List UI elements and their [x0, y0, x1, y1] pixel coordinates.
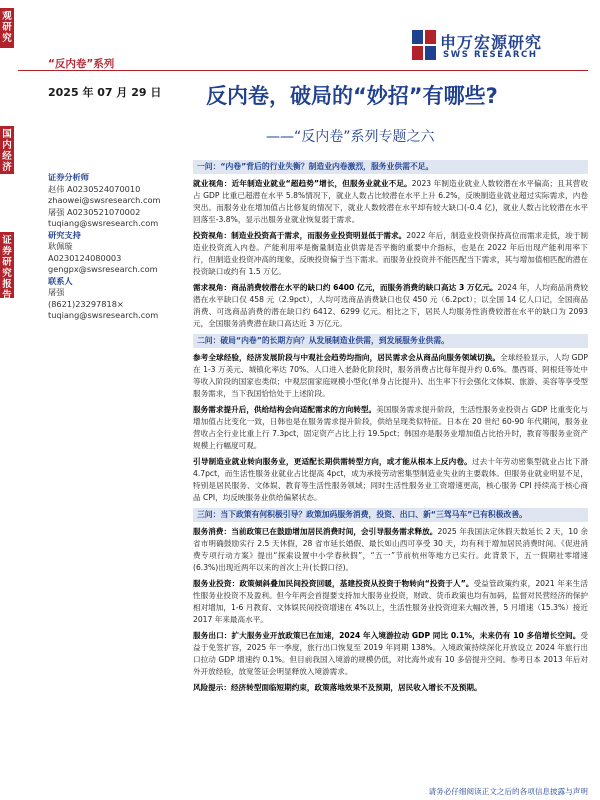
- paragraph-lead: 服务业投资：政策倾斜叠加民间投资回暖，基建投资从投资于物转向“投资于人”。: [193, 579, 474, 588]
- summary-paragraph: 就业视角：近年制造业就业“超趋势”增长，但服务业就业不足。2023 年制造业就业人数较潜在水平偏高；且其营收占 GDP 比重已超潜在水平 5.8%情况下，就业人数占比较潜在水平上升 6.2%，反映制造业就业超过实际需求，内卷突出。而服务业在增加值占比修复的情况下，就业人数较潜在水平却有较大缺口(-0.4 亿)，就业人数占比较潜在水平回落至-3.8%，显示出服务业就业恢复弱于需求。: [193, 179, 588, 224]
- series-tag: “反内卷”系列: [48, 58, 115, 70]
- paragraph-lead: 服务需求提升后，供给结构会向适配需求的方向转型。: [193, 405, 377, 414]
- contact-heading: 联系人: [48, 275, 73, 286]
- disclaimer-footer: 请务必仔细阅读正文之后的各项信息披露与声明: [428, 787, 588, 796]
- paragraph-lead: 引导制造业就业转向服务业，更适配长期供需转型方向，或才能从根本上反内卷。: [193, 457, 472, 466]
- side-tag: 国 内 经 济: [0, 126, 14, 174]
- analyst-heading: 证券分析师: [48, 172, 89, 182]
- paragraph-lead: 服务消费：当前政策已在鼓励增加居民消费时间，会引导服务需求释放。: [193, 527, 438, 536]
- paragraph-lead: 就业视角：近年制造业就业“超趋势”增长，但服务业就业不足。: [193, 179, 412, 188]
- report-subtitle: ——“反内卷”系列专题之六: [266, 129, 435, 145]
- header-divider: [18, 70, 588, 71]
- summary-paragraph: 服务消费：当前政策已在鼓励增加居民消费时间，会引导服务需求释放。2025 年我国法定休假天数延长 2 天，10 余省市明确鼓励实行 2.5 天休假，28 省市延长婚假、最长如山西可享受 30 天，均有利于增加居民消费时间。《促进消费专项行动方案》提出“探索设置中小学春秋假”，“五一”节前杭州等地方已实行。此背景下，五一假期社零增速(6.3%)出现近两年以来的首次上升(长假口径)。: [193, 527, 588, 572]
- question-heading: 二问：破局“内卷”的长期方向？从发展制造业供需，到发展服务业供需。: [193, 334, 588, 348]
- summary-paragraph: 服务业投资：政策倾斜叠加民间投资回暖，基建投资从投资于物转向“投资于人”。受益管政策约束，2021 年来生活性服务业投资不及盈利。但今年两会首提要支持加大服务业投资，财政、货币政策也均有加码，监督对民营经济的保护相对增加，1-6 月教育、文体娱民间投资增速在 4%以上，生活性服务业投资迎来大幅改善，5 月增速（15.3%）接近 2017 年来最高水平。: [193, 579, 588, 624]
- contact-line: tuqiang@swsresearch.com: [48, 310, 159, 320]
- sws-logo: [410, 28, 590, 66]
- summary-body: [193, 160, 588, 698]
- question-heading: 一问：“内卷”背后的行业失衡？制造业内卷激烈，服务业供需不足。: [193, 160, 588, 174]
- summary-paragraph: 需求视角：商品消费较潜在水平的缺口约 6400 亿元，而服务消费的缺口高达 3 万亿元。2024 年，人均商品消费较潜在水平缺口仅 458 元（2.9pct），人均可选商品消费缺口也仅 450 元（6.2pct）；以全国 14 亿人口记，全国商品消费、可选商品消费的潜在缺口约 6412、6299 亿元。相比之下，居民人均服务性消费较潜在水平的缺口为 2093 元，全国服务消费潜在缺口高达近 3 万亿元。: [193, 283, 588, 328]
- analyst-line: tuqiang@swsresearch.com: [48, 218, 159, 228]
- side-strip: [0, 0, 14, 800]
- summary-paragraph: 参考全球经验，经济发展阶段与中观社会趋势均指向，居民需求会从商品向服务领域切换。全球经验显示，人均 GDP 在 1-3 万美元、城镇化率达 70%、人口进入老龄化阶段时，服务消费占比每年提升约 0.6%。墨西哥、阿根廷等处中等收入阶段的国家也类似；中观层面家庭规模小型化(单身占比提升)、出生率下行会强化文体娱、旅游、美容等享受型服务需求，当下我国恰恰处于上述阶段。: [193, 353, 588, 398]
- summary-paragraph: [193, 682, 588, 694]
- analyst-line: 屠强 A0230521070002: [48, 206, 141, 217]
- logo-cn: 申万宏源研究: [440, 33, 543, 52]
- paragraph-lead: 风险提示：经济转型面临短期约束，政策落地效果不及预期，居民收入增长不及预期。: [193, 683, 482, 692]
- paragraph-lead: 需求视角：商品消费较潜在水平的缺口约 6400 亿元，而服务消费的缺口高达 3 万亿元。: [193, 283, 498, 292]
- sws-logo-mark-icon: [412, 30, 438, 60]
- paragraph-lead: 投资视角：制造业投资高于需求，而服务业投资明显低于需求。: [193, 231, 407, 240]
- analyst-line: zhaowei@swsresearch.com: [48, 195, 161, 205]
- assist-line: 耿佩璇 A0230124080003: [48, 241, 122, 263]
- side-tag: 观 研 究: [0, 8, 14, 48]
- assist-heading: 研究支持: [48, 229, 81, 240]
- summary-paragraph: 服务需求提升后，供给结构会向适配需求的方向转型。美国服务需求提升阶段，生活性服务业投资占 GDP 比重变化与增加值占比变化一致，日韩也是在服务需求提升阶段，供给呈现类似特征。日本在 20 世纪 60-90 年代期间，服务业营收占全行业比重上行 7.3pct，固定资产占比上行 19.5pct；韩国亦是服务业增加值占比抬升时，教育等服务业资产规模上行幅度可观。: [193, 405, 589, 450]
- assist-line: gengpx@swsresearch.com: [48, 264, 158, 274]
- report-title: 反内卷，破局的“妙招”有哪些?: [206, 84, 498, 108]
- logo-en: SWS RESEARCH: [443, 50, 538, 60]
- summary-paragraph: 服务出口：扩大服务业开放政策已在加速，2024 年入境游拉动 GDP 同比 0.1%，未来仍有 10 多倍增长空间。受益于免签扩容，2025 年一季度，旅行出口恢复至 2019 年同期 138%。入境政策持续深化开放设立 2024 年旅行出口拉动 GDP 增速约 0.1%。但目前我国入境游的规模仍低，对比海外或有 10 多倍提升空间。参考日本 2013 年后对外开放经验，放宽签证会明显释放入境游需求。: [193, 631, 588, 676]
- summary-paragraph: 投资视角：制造业投资高于需求，而服务业投资明显低于需求。2022 年后，制造业投资保持高位而需求走低，竣于制造业投资流入内卷。产能利用率是衡量制造业供需是否平衡的重要中介指标，也是在 2022 年后出现产能利用率下行，但制造业投资冲高的现象，反映投资偏于当下需求。而服务业投资并不能匹配当下需求，其与增加值相匹配的潜在投资缺口或约有 1.5 万亿。: [193, 231, 588, 276]
- contact-line: (8621)23297818×: [48, 298, 124, 309]
- author-sidebar: [48, 172, 161, 322]
- paragraph-lead: 参考全球经验，经济发展阶段与中观社会趋势均指向，居民需求会从商品向服务领域切换。: [193, 353, 501, 362]
- contact-line: 屠强: [48, 287, 65, 297]
- report-date: 2025 年 07 月 29 日: [48, 86, 162, 99]
- paragraph-lead: 服务出口：扩大服务业开放政策已在加速，2024 年入境游拉动 GDP 同比 0.1%，未来仍有 10 多倍增长空间。: [193, 631, 581, 640]
- analyst-line: 赵伟 A0230524070010: [48, 183, 141, 194]
- question-heading: 三问：当下政策有何积极引导？政策加码服务消费，投资、出口、新“三驾马车”已有积极改善。: [193, 508, 588, 522]
- summary-paragraph: 引导制造业就业转向服务业，更适配长期供需转型方向，或才能从根本上反内卷。过去十年劳动密集型就业占比下滑 4.7pct，而生活性服务业就业占比提高 4pct，成为承接劳动密集型制造业失业的主要载体。但服务业就业明显不足，特别是居民服务、文体娱、教育等生活性服务领域；同时生活性服务业工资增速更高，核心服务 CPI 持续高于核心商品 CPI，均反映服务业供给偏紧状态。: [193, 457, 589, 502]
- side-tag: 证 券 研 究 报 告: [0, 232, 14, 298]
